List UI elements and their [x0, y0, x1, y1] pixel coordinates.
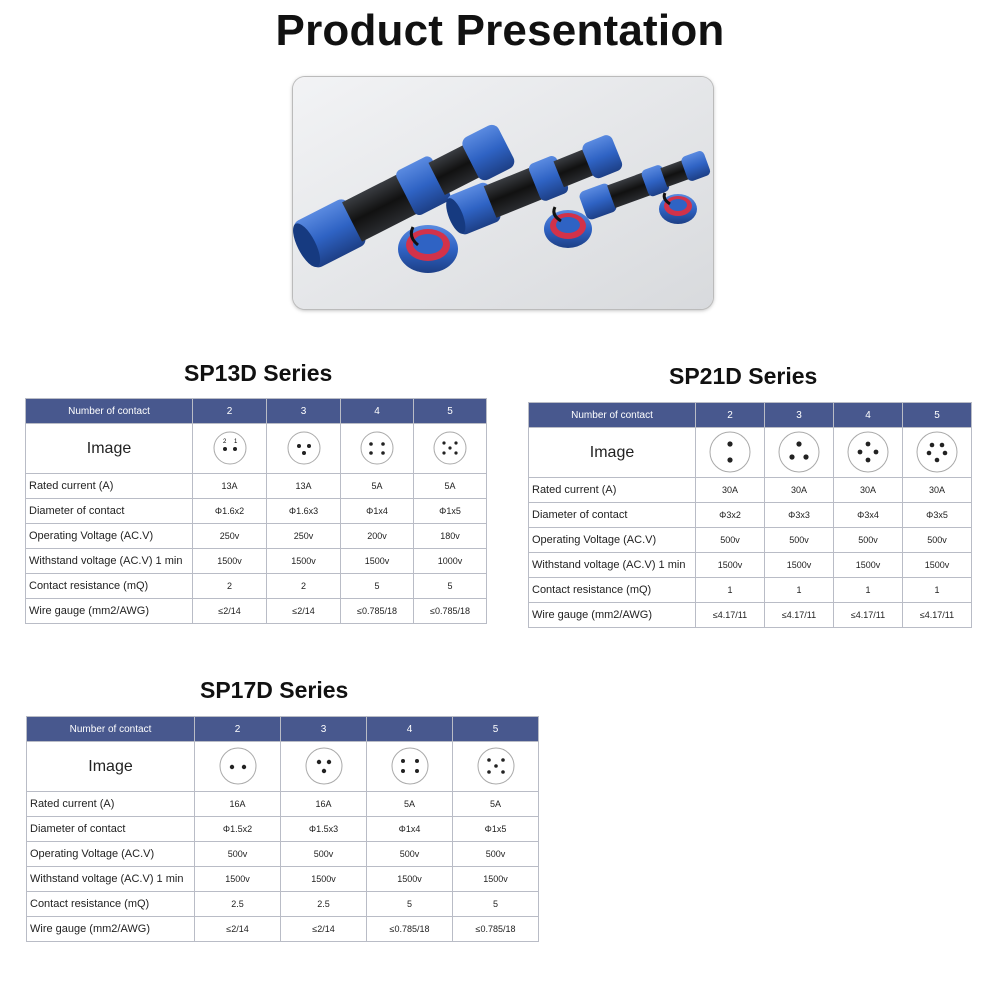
cell: 500v — [453, 842, 539, 867]
seal-cap-medium — [544, 210, 592, 248]
cell: 1500v — [267, 549, 341, 574]
image-row-label: Image — [26, 424, 193, 474]
cell: 2.5 — [281, 892, 367, 917]
cell: 1500v — [696, 553, 765, 578]
contact-count: 3 — [267, 399, 341, 424]
cell: 5 — [367, 892, 453, 917]
page-title: Product Presentation — [275, 6, 725, 55]
cell: 5 — [414, 574, 487, 599]
pinout-3-icon — [765, 428, 834, 478]
sp21-series-title: SP21D Series — [669, 363, 818, 389]
cell: Φ3x2 — [696, 503, 765, 528]
cell: 2 — [193, 574, 267, 599]
pinout-2-icon — [193, 424, 267, 474]
cell: ≤4.17/11 — [696, 603, 765, 628]
cell: 1500v — [834, 553, 903, 578]
row-label: Wire gauge (mm2/AWG) — [27, 917, 195, 942]
contact-count: 5 — [453, 717, 539, 742]
cell: Φ3x5 — [903, 503, 972, 528]
sp17-series-title: SP17D Series — [200, 677, 349, 703]
pinout-2-icon — [195, 742, 281, 792]
cell: 30A — [834, 478, 903, 503]
cell: 1500v — [765, 553, 834, 578]
cell: ≤4.17/11 — [834, 603, 903, 628]
cell: 1500v — [193, 549, 267, 574]
cell: 13A — [193, 474, 267, 499]
pinout-4-icon — [367, 742, 453, 792]
row-label: Withstand voltage (AC.V) 1 min — [529, 553, 696, 578]
cell: 1500v — [903, 553, 972, 578]
cell: ≤2/14 — [193, 599, 267, 624]
cell: 16A — [281, 792, 367, 817]
cell: ≤0.785/18 — [341, 599, 414, 624]
cell: 13A — [267, 474, 341, 499]
pinout-3-icon — [281, 742, 367, 792]
contact-count: 3 — [765, 403, 834, 428]
contact-count: 3 — [281, 717, 367, 742]
contact-count: 4 — [341, 399, 414, 424]
cell: 180v — [414, 524, 487, 549]
cell: ≤0.785/18 — [367, 917, 453, 942]
sp13-spec-table — [25, 398, 487, 624]
sp13-series-title: SP13D Series — [184, 360, 333, 386]
pinout-4-icon — [341, 424, 414, 474]
cell: Φ1x4 — [367, 817, 453, 842]
sp21-spec-table — [528, 402, 972, 628]
cell: 5A — [341, 474, 414, 499]
cell: 500v — [903, 528, 972, 553]
image-row-label: Image — [529, 428, 696, 478]
image-row-label: Image — [27, 742, 195, 792]
cell: ≤4.17/11 — [765, 603, 834, 628]
cell: 500v — [281, 842, 367, 867]
row-label: Operating Voltage (AC.V) — [27, 842, 195, 867]
cell: 500v — [696, 528, 765, 553]
contact-count: 4 — [834, 403, 903, 428]
contact-count: 5 — [903, 403, 972, 428]
cell: ≤0.785/18 — [453, 917, 539, 942]
cell: 500v — [367, 842, 453, 867]
row-label: Rated current (A) — [529, 478, 696, 503]
row-label: Rated current (A) — [27, 792, 195, 817]
cell: ≤2/14 — [281, 917, 367, 942]
cell: 1500v — [341, 549, 414, 574]
svg-text:2: 2 — [222, 438, 226, 445]
cell: ≤2/14 — [195, 917, 281, 942]
cell: 250v — [193, 524, 267, 549]
cell: Φ1.6x3 — [267, 499, 341, 524]
contact-count: 2 — [195, 717, 281, 742]
row-label: Diameter of contact — [27, 817, 195, 842]
contact-count: 4 — [367, 717, 453, 742]
cell: Φ1.5x3 — [281, 817, 367, 842]
cell: 1 — [765, 578, 834, 603]
product-photo — [293, 77, 713, 309]
row-label: Operating Voltage (AC.V) — [26, 524, 193, 549]
cell: Φ1x4 — [341, 499, 414, 524]
cell: Φ1x5 — [414, 499, 487, 524]
cell: 1500v — [281, 867, 367, 892]
row-label: Contact resistance (mQ) — [27, 892, 195, 917]
cell: 5 — [341, 574, 414, 599]
cell: 5A — [414, 474, 487, 499]
pinout-5-icon — [453, 742, 539, 792]
cell: 1 — [834, 578, 903, 603]
cell: ≤4.17/11 — [903, 603, 972, 628]
row-label: Diameter of contact — [529, 503, 696, 528]
cell: Φ1.5x2 — [195, 817, 281, 842]
cell: Φ3x4 — [834, 503, 903, 528]
cell: 30A — [903, 478, 972, 503]
contact-count: 5 — [414, 399, 487, 424]
row-label: Wire gauge (mm2/AWG) — [529, 603, 696, 628]
row-label: Withstand voltage (AC.V) 1 min — [27, 867, 195, 892]
cell: ≤0.785/18 — [414, 599, 487, 624]
cell: 16A — [195, 792, 281, 817]
svg-text:1: 1 — [233, 438, 237, 445]
cell: 500v — [834, 528, 903, 553]
row-label: Withstand voltage (AC.V) 1 min — [26, 549, 193, 574]
cell: 5A — [453, 792, 539, 817]
cell: 2 — [267, 574, 341, 599]
cell: 250v — [267, 524, 341, 549]
cell: 30A — [696, 478, 765, 503]
cell: 1000v — [414, 549, 487, 574]
seal-cap-large — [398, 225, 458, 273]
cell: 1 — [903, 578, 972, 603]
cell: 30A — [765, 478, 834, 503]
row-label: Contact resistance (mQ) — [529, 578, 696, 603]
cell: 200v — [341, 524, 414, 549]
cell: 2.5 — [195, 892, 281, 917]
contact-count: 2 — [193, 399, 267, 424]
pinout-4-icon — [834, 428, 903, 478]
sp17-spec-table — [26, 716, 539, 942]
cell: Φ3x3 — [765, 503, 834, 528]
cell: 5A — [367, 792, 453, 817]
row-label: Operating Voltage (AC.V) — [529, 528, 696, 553]
cell: 1500v — [195, 867, 281, 892]
contact-count: 2 — [696, 403, 765, 428]
cell: 500v — [765, 528, 834, 553]
cell: 1 — [696, 578, 765, 603]
cell: ≤2/14 — [267, 599, 341, 624]
row-label: Contact resistance (mQ) — [26, 574, 193, 599]
cell: Φ1x5 — [453, 817, 539, 842]
pinout-5-icon — [903, 428, 972, 478]
header-number-of-contact: Number of contact — [26, 399, 193, 424]
cell: 500v — [195, 842, 281, 867]
cell: Φ1.6x2 — [193, 499, 267, 524]
cell: 1500v — [367, 867, 453, 892]
pinout-5-icon — [414, 424, 487, 474]
header-number-of-contact: Number of contact — [529, 403, 696, 428]
row-label: Rated current (A) — [26, 474, 193, 499]
pinout-3-icon — [267, 424, 341, 474]
header-number-of-contact: Number of contact — [27, 717, 195, 742]
row-label: Diameter of contact — [26, 499, 193, 524]
pinout-2-icon — [696, 428, 765, 478]
row-label: Wire gauge (mm2/AWG) — [26, 599, 193, 624]
cell: 5 — [453, 892, 539, 917]
cell: 1500v — [453, 867, 539, 892]
